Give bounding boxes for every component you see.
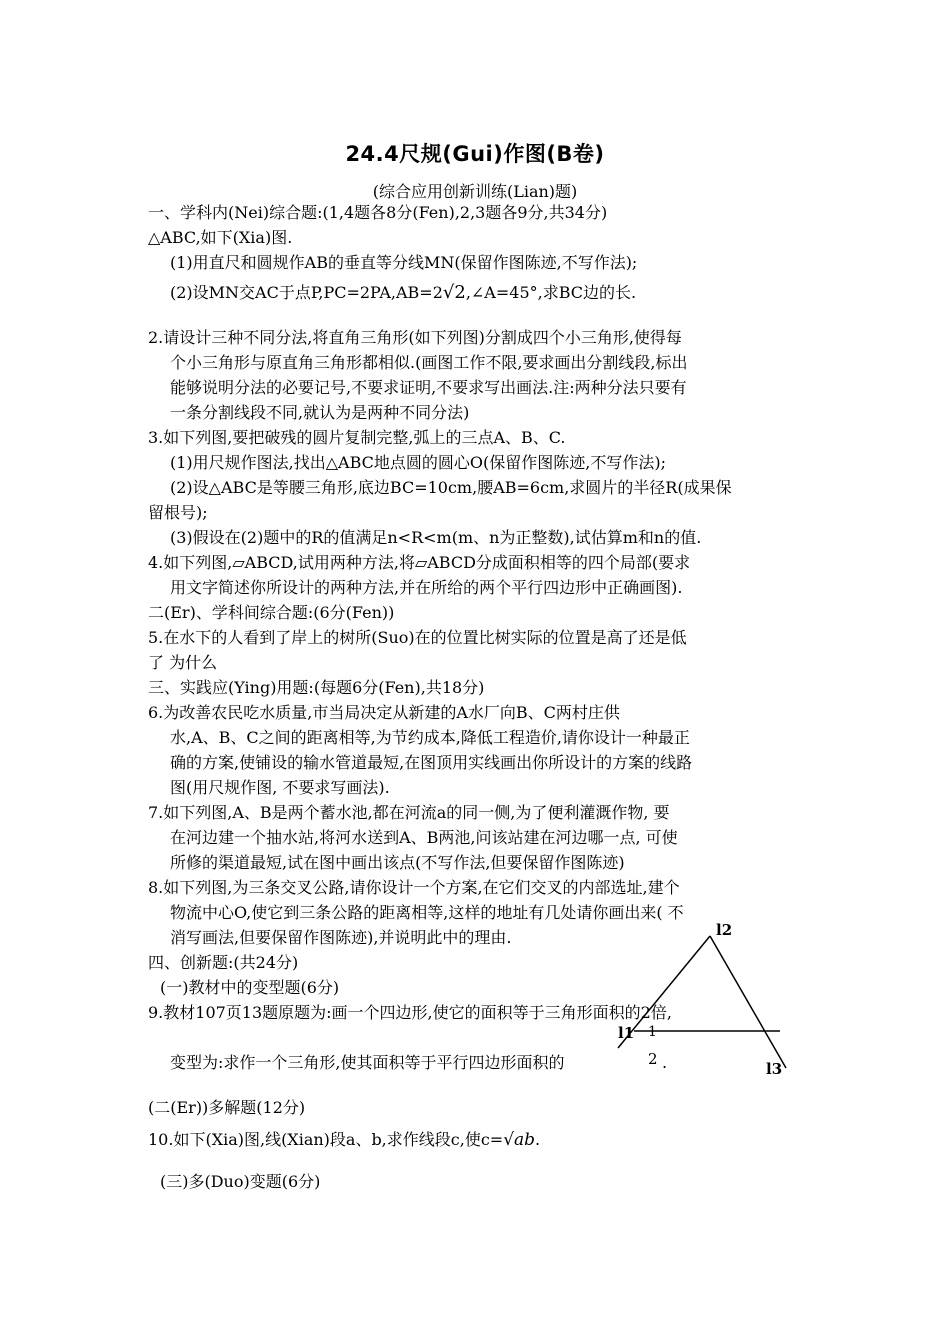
q3-line1: 3.如下列图,要把破残的圆片复制完整,弧上的三点A、B、C.	[148, 428, 566, 447]
roads-diagram	[612, 918, 812, 1078]
q6-line1: 6.为改善农民吃水质量,市当局决定从新建的A水厂向B、C两村庄供	[148, 703, 620, 722]
q4-line1: 4.如下列图,▱ABCD,试用两种方法,将▱ABCD分成面积相等的四个局部(要求	[148, 553, 691, 572]
section-2-heading: 二(Er)、学科间综合题:(6分(Fen))	[148, 603, 395, 622]
q2-line3: 能够说明分法的必要记号,不要求证明,不要求写出画法.注:两种分法只要有	[170, 378, 687, 397]
document-subtitle: (综合应用创新训练(Lian)题)	[372, 182, 578, 201]
q6-line4: 图(用尺规作图, 不要求写画法).	[170, 778, 390, 797]
q10-line	[148, 1130, 540, 1150]
q7-line1: 7.如下列图,A、B是两个蓄水池,都在河流a的同一侧,为了便利灌溉作物, 要	[148, 803, 670, 822]
q6-line2: 水,A、B、C之间的距离相等,为节约成本,降低工程造价,请你设计一种最正	[170, 728, 690, 747]
sqrt-ab: √ab	[503, 1130, 536, 1150]
section-4-heading: 四、创新题:(共24分)	[148, 953, 299, 972]
q2-line2: 个小三角形与原直角三角形都相似.(画图工作不限,要求画出分割线段,标出	[170, 353, 688, 372]
q4-line2: 用文字简述你所设计的两种方法,并在所给的两个平行四边形中正确画图).	[170, 578, 683, 597]
sqrt-two: √2	[442, 282, 466, 303]
q5-line1: 5.在水下的人看到了岸上的树所(Suo)在的位置比树实际的位置是高了还是低	[148, 628, 687, 647]
q3-line4: 留根号);	[148, 503, 208, 522]
q6-line3: 确的方案,使铺设的输水管道最短,在图顶用实线画出你所设计的方案的线路	[170, 753, 693, 772]
q2-line4: 一条分割线段不同,就认为是两种不同分法)	[170, 403, 470, 422]
q3-line3: (2)设△ABC是等腰三角形,底边BC=10cm,腰AB=6cm,求圆片的半径R(成果保	[170, 478, 732, 497]
q10-text-b: .	[535, 1130, 541, 1149]
q1-part2-text-a: (2)设MN交AC于点P,PC=2PA,AB=2	[170, 283, 443, 302]
q7-line3: 所修的渠道最短,试在图中画出该点(不写作法,但要保留作图陈迹)	[170, 853, 625, 872]
q9-fraction-denominator: 2	[648, 1050, 658, 1068]
q1-part2-text-b: ,∠A=45°,求BC边的长.	[465, 283, 637, 302]
q8-line2: 物流中心O,使它到三条公路的距离相等,这样的地址有几处请你画出来( 不	[170, 903, 684, 922]
q9-line2: 变型为:求作一个三角形,使其面积等于平行四边形面积的	[170, 1053, 565, 1072]
q8-line3: 消写画法,但要保留作图陈迹),并说明此中的理由.	[170, 928, 512, 947]
q9-end: .	[662, 1053, 668, 1072]
section-1-heading: 一、学科内(Nei)综合题:(1,4题各8分(Fen),2,3题各9分,共34分)	[148, 203, 608, 222]
q3-line2: (1)用尺规作图法,找出△ABC地点圆的圆心O(保留作图陈迹,不写作法);	[170, 453, 666, 472]
q2-line1: 2.请设计三种不同分法,将直角三角形(如下列图)分割成四个小三角形,使得每	[148, 328, 682, 347]
section-3-heading: 三、实践应(Ying)用题:(每题6分(Fen),共18分)	[148, 678, 485, 697]
section-4-sub2: (二(Er))多解题(12分)	[148, 1098, 306, 1117]
q5-line2: 了 为什么	[148, 653, 218, 672]
label-l3: l3	[766, 1060, 783, 1078]
three-roads-figure	[612, 918, 812, 1078]
q1-intro: △ABC,如下(Xia)图.	[148, 228, 293, 247]
road-l3	[710, 936, 786, 1068]
q10-text-a: 10.如下(Xia)图,线(Xian)段a、b,求作线段c,使c=	[148, 1130, 504, 1149]
q7-line2: 在河边建一个抽水站,将河水送到A、B两池,问该站建在河边哪一点, 可使	[170, 828, 678, 847]
q3-line5: (3)假设在(2)题中的R的值满足n<R<m(m、n为正整数),试估算m和n的值.	[170, 528, 702, 547]
q9-line1: 9.教材107页13题原题为:画一个四边形,使它的面积等于三角形面积的2倍,	[148, 1003, 672, 1022]
document-title: 24.4尺规(Gui)作图(B卷)	[345, 142, 605, 166]
q1-part2	[170, 283, 636, 303]
section-4-sub3: (三)多(Duo)变题(6分)	[160, 1172, 321, 1191]
label-l1: l1	[618, 1024, 635, 1042]
q8-line1: 8.如下列图,为三条交叉公路,请你设计一个方案,在它们交叉的内部选址,建个	[148, 878, 680, 897]
label-l2: l2	[716, 921, 733, 939]
q9-fraction-numerator: 1	[648, 1024, 657, 1040]
section-4-sub1: (一)教材中的变型题(6分)	[160, 978, 340, 997]
q1-part1: (1)用直尺和圆规作AB的垂直等分线MN(保留作图陈迹,不写作法);	[170, 253, 638, 272]
